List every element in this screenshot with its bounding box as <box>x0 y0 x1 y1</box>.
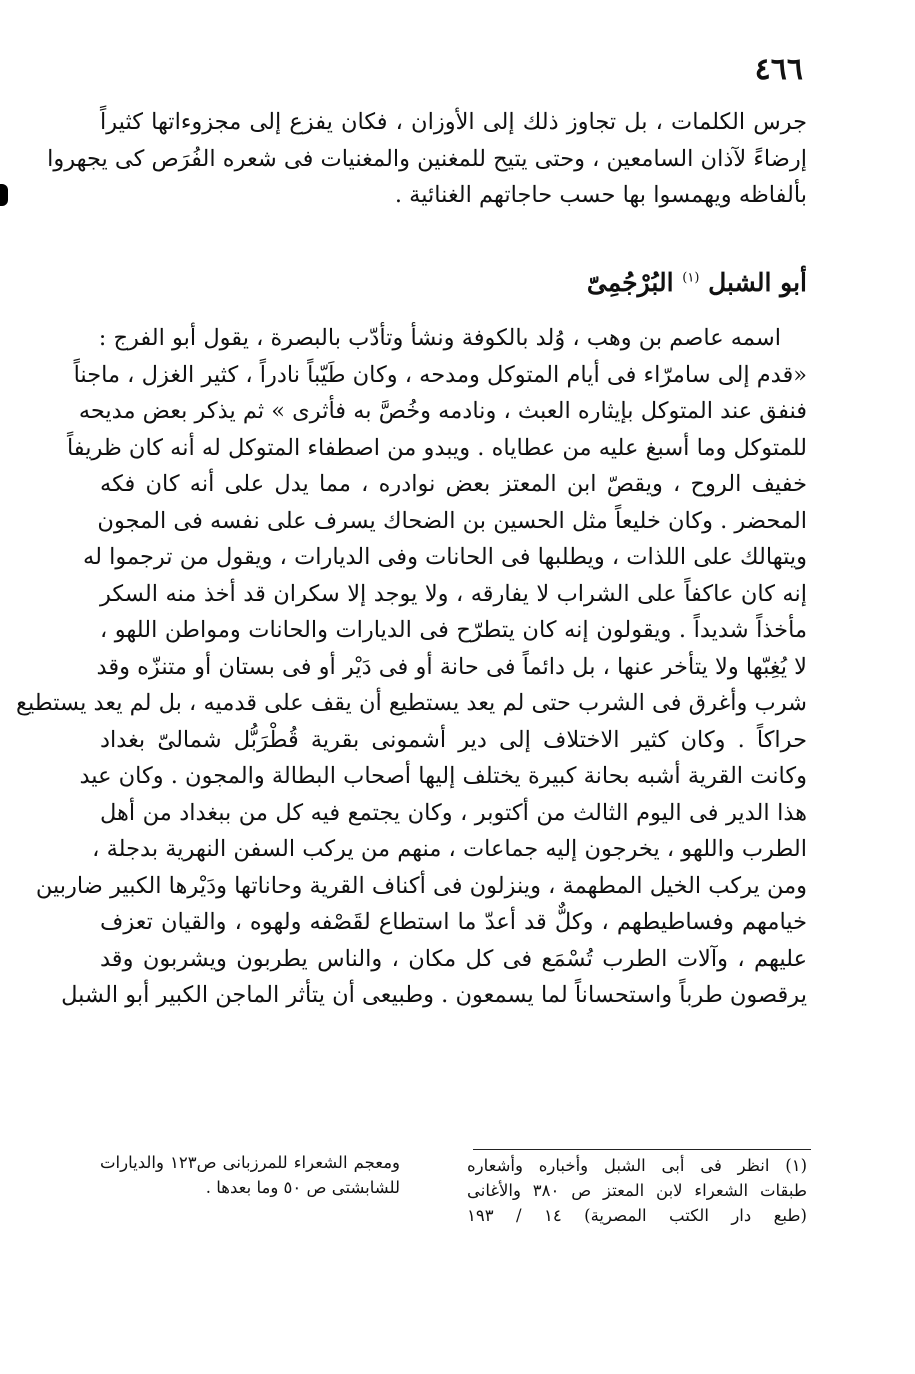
heading-name: أبو الشبل <box>708 268 807 297</box>
intro-paragraph <box>47 104 807 214</box>
page-number: ٤٦٦ <box>754 52 803 87</box>
bio-line: لا يُغِبّها ولا يتأخر عنها ، بل دائماً فى حانة أو فى دَيْر أو فى بستان أو متنزّه وقد <box>96 653 807 680</box>
biography-paragraph <box>16 320 807 1014</box>
bio-line: المحضر . وكان خليعاً مثل الحسين بن الضحاك يسرف على نفسه فى المجون <box>97 507 807 534</box>
bio-line: الطرب واللهو ، يخرجون إليه جماعات ، منهم من يركب السفن النهرية بدجلة ، <box>92 836 807 862</box>
bio-line: وكانت القرية أشبه بحانة كبيرة يختلف إليها أصحاب البطالة والمجون . وكان عيد <box>79 763 807 789</box>
heading-nisba: البُرْجُمِىّ <box>586 268 674 297</box>
bio-line: هذا الدير فى اليوم الثالث من أكتوبر ، وكان يجتمع فيه كل من ببغداد من أهل <box>100 799 807 826</box>
footnote-line: طبقات الشعراء لابن المعتز ص ٣٨٠ والأغانى <box>467 1181 807 1200</box>
bio-line: ومن يركب الخيل المطهمة ، وينزلون فى أكناف القرية وحاناتها ودَيْرها الكبير ضاربين <box>35 872 807 899</box>
intro-line: إرضاءً لآذان السامعين ، وحتى يتيح للمغنين والمغنيات فى شعره الفُرَص كى يجهروا <box>47 145 807 172</box>
section-heading <box>587 268 807 297</box>
bio-line: خيامهم وفساطيطهم ، وكلٌّ قد أعدّ ما استطاع لقَصْفه ولهوه ، والقيان تعزف <box>100 909 807 935</box>
bio-line: «قدم إلى سامرّاء فى أيام المتوكل ومدحه ، وكان طَيّباً نادراً ، كثير الغزل ، ماجناً <box>73 361 807 388</box>
intro-line: جرس الكلمات ، بل تجاوز ذلك إلى الأوزان ، فكان يفزع إلى مجزوءاتها كثيراً <box>100 109 807 135</box>
bio-line: للمتوكل وما أسبغ عليه من عطاياه . ويبدو من اصطفاء المتوكل له أنه كان ظريفاً <box>66 434 807 461</box>
bio-line: شرب وأغرق فى الشرب حتى لم يعد يستطيع أن يقف على قدميه ، بل لم يعد يستطيع <box>16 690 807 716</box>
margin-ink-mark <box>0 184 8 206</box>
bio-line: إنه كان عاكفاً على الشراب لا يفارقه ، ولا يوجد إلا سكران قد أخذ منه السكر <box>100 580 807 607</box>
bio-line: مأخذاً شديداً . ويقولون إنه كان يتطرّح فى الديارات والحانات ومواطن اللهو ، <box>100 617 807 643</box>
bio-line: عليهم ، وآلات الطرب تُسْمَع فى كل مكان ، والناس يطربون ويشربون وقد <box>100 945 807 972</box>
bio-line: ويتهالك على اللذات ، ويطلبها فى الحانات وفى الديارات ، ويقول من ترجموا له <box>83 544 807 570</box>
footnote-right-column <box>467 1153 807 1228</box>
bio-line: اسمه عاصم بن وهب ، وُلد بالكوفة ونشأ وتأدّب بالبصرة ، يقول أبو الفرج : <box>98 325 781 351</box>
footnote-line: للشابشتى ص ٥٠ وما بعدها . <box>205 1178 400 1197</box>
footnote-left-column <box>100 1150 400 1200</box>
bio-line: حراكاً . وكان كثير الاختلاف إلى دير أشمونى بقرية قُطْرَبُّل شمالىّ بغداد <box>100 726 807 753</box>
bio-line: خفيف الروح ، ويقصّ ابن المعتز بعض نوادره ، مما يدل على أنه كان فكه <box>100 471 807 497</box>
footnote-reference[interactable]: (١) <box>682 270 700 286</box>
footnote-line: (١) انظر فى أبى الشبل وأخباره وأشعاره <box>467 1156 807 1175</box>
bio-line: فنفق عند المتوكل بإيثاره العبث ، ونادمه وخُصَّ به فأثرى » ثم يذكر بعض مديحه <box>78 398 807 424</box>
intro-line: بألفاظه ويهمسوا بها حسب حاجاتهم الغنائية . <box>394 182 807 208</box>
bio-line: يرقصون طرباً واستحساناً لما يسمعون . وطبيعى أن يتأثر الماجن الكبير أبو الشبل <box>61 982 807 1008</box>
footnote-line: (طبع دار الكتب المصرية) ١٤ / ١٩٣ <box>467 1206 807 1225</box>
footnote-divider <box>473 1149 811 1150</box>
footnote-line: ومعجم الشعراء للمرزبانى ص١٢٣ والديارات <box>100 1153 400 1172</box>
